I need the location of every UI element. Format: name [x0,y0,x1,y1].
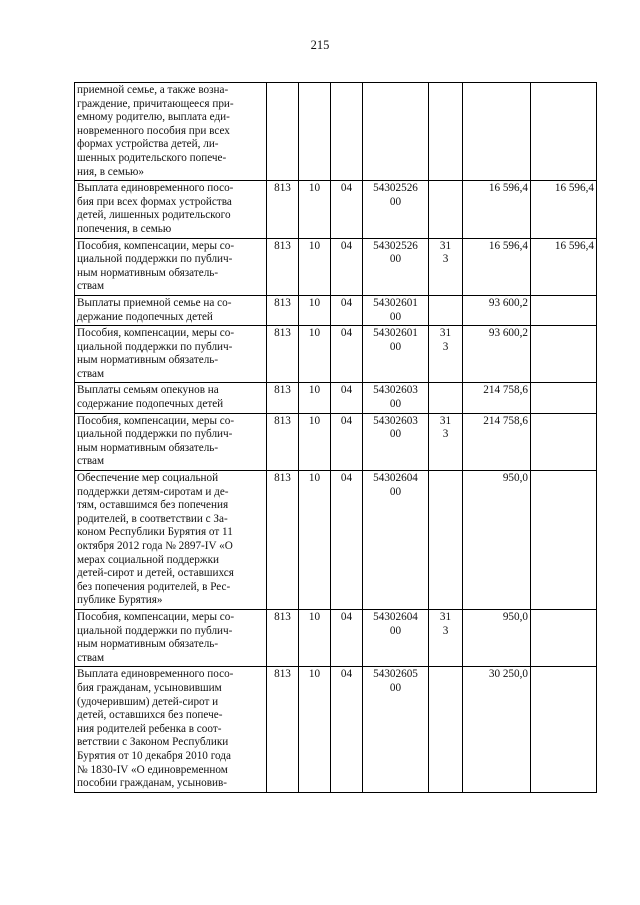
cell-ministry-code [267,83,299,181]
cell-amount-2 [531,609,597,666]
cell-name-line: Пособия, компенсации, меры со- [77,414,235,427]
cell-section-code: 10 [299,413,331,470]
cell-name [75,181,267,238]
cell-amount-1: 214 758,6 [463,383,531,413]
cell-ministry-code: 813 [267,326,299,383]
cell-amount-1: 950,0 [463,609,531,666]
cell-amount-2 [531,326,597,383]
cell-expense-type-line: 3 [442,340,449,353]
cell-target-code [363,471,429,610]
table-row [75,667,597,792]
cell-name-line: ния, в семью» [77,165,144,178]
cell-section-code: 10 [299,383,331,413]
cell-name-line: родителей, в соответствии с За- [77,512,228,525]
cell-name-line: шенных родительского попече- [77,151,227,164]
cell-expense-type-line: 31 [439,239,452,252]
cell-amount-2: 16 596,4 [531,181,597,238]
cell-name-line: поддержки детям-сиротам и де- [77,485,229,498]
cell-expense-type [429,326,463,383]
cell-amount-2: 16 596,4 [531,238,597,295]
cell-name-line: Выплаты семьям опекунов на [77,384,219,397]
cell-name-line: Выплата единовременного посо- [77,182,234,195]
cell-amount-1 [463,83,531,181]
cell-name-line: ветствии с Законом Республики [77,736,229,749]
cell-ministry-code: 813 [267,181,299,238]
cell-section-code: 10 [299,181,331,238]
cell-target-code-line: 00 [389,681,402,694]
cell-section-code [299,83,331,181]
table-row [75,383,597,413]
budget-table-body [75,83,597,793]
cell-name [75,238,267,295]
cell-subsection-code: 04 [331,413,363,470]
cell-subsection-code: 04 [331,609,363,666]
cell-section-code: 10 [299,238,331,295]
cell-section-code: 10 [299,609,331,666]
cell-expense-type [429,413,463,470]
cell-name-line: попечения, в семью [77,222,172,235]
cell-amount-1: 214 758,6 [463,413,531,470]
cell-name-line: Выплата единовременного посо- [77,668,234,681]
cell-target-code [363,413,429,470]
cell-expense-type [429,83,463,181]
cell-target-code [363,238,429,295]
cell-name-line: циальной поддержки по публич- [77,428,233,441]
cell-expense-type [429,238,463,295]
cell-name [75,413,267,470]
cell-target-code [363,83,429,181]
cell-expense-type-line: 3 [442,624,449,637]
cell-amount-1: 16 596,4 [463,181,531,238]
cell-name-line: Пособия, компенсации, меры со- [77,610,235,623]
cell-amount-2 [531,471,597,610]
table-row [75,471,597,610]
cell-target-code-line: 00 [389,310,402,323]
cell-name-line: циальной поддержки по публич- [77,624,233,637]
cell-subsection-code: 04 [331,295,363,325]
cell-target-code-line: 54302601 [373,327,418,340]
cell-ministry-code: 813 [267,295,299,325]
cell-subsection-code: 04 [331,238,363,295]
cell-expense-type [429,181,463,238]
cell-name-line: приемной семье, а также возна- [77,84,229,96]
cell-name [75,295,267,325]
cell-name-line: держание подопечных детей [77,310,213,323]
cell-name-line: детей, оставшихся без попече- [77,709,223,722]
cell-target-code-line: 00 [389,624,402,637]
cell-section-code: 10 [299,326,331,383]
cell-subsection-code: 04 [331,181,363,238]
cell-expense-type-line: 31 [439,610,452,623]
cell-expense-type-line: 3 [442,428,449,441]
cell-ministry-code: 813 [267,471,299,610]
cell-name-line: формах устройства детей, ли- [77,138,219,151]
cell-name-line: детей-сирот и детей, оставшихся [77,567,234,580]
cell-amount-2 [531,295,597,325]
cell-target-code-line: 54302526 [373,239,418,252]
table-row [75,295,597,325]
cell-amount-2 [531,83,597,181]
cell-name-line: Пособия, компенсации, меры со- [77,239,235,252]
cell-ministry-code: 813 [267,413,299,470]
cell-target-code [363,609,429,666]
cell-name-line: ствам [77,367,105,380]
cell-amount-2 [531,383,597,413]
cell-ministry-code: 813 [267,667,299,792]
cell-subsection-code: 04 [331,383,363,413]
cell-target-code-line: 54302604 [373,610,418,623]
table-row [75,413,597,470]
cell-name-line: ния родителей ребенка в соот- [77,722,222,735]
cell-target-code-line: 54302604 [373,472,418,485]
cell-name-line: новременного пособия при всех [77,124,230,137]
table-row [75,83,597,181]
cell-amount-1: 950,0 [463,471,531,610]
cell-name-line: ным нормативным обязатель- [77,638,219,651]
table-row [75,609,597,666]
cell-expense-type-line: 31 [439,414,452,427]
cell-name-line: № 1830-IV «О единовременном [77,763,228,776]
cell-name-line: граждение, причитающееся при- [77,97,234,110]
cell-target-code [363,383,429,413]
cell-target-code [363,181,429,238]
cell-target-code-line: 00 [389,253,402,266]
cell-subsection-code: 04 [331,471,363,610]
cell-target-code-line: 00 [389,195,402,208]
cell-target-code-line: 00 [389,340,402,353]
cell-target-code [363,295,429,325]
cell-name-line: бия гражданам, усыновившим [77,681,222,694]
cell-section-code: 10 [299,667,331,792]
cell-amount-1: 30 250,0 [463,667,531,792]
cell-expense-type [429,471,463,610]
cell-name-line: Выплаты приемной семье на со- [77,296,232,309]
cell-amount-2 [531,413,597,470]
cell-name [75,383,267,413]
cell-subsection-code: 04 [331,326,363,383]
table-row [75,238,597,295]
cell-name-line: коном Республики Бурятия от 11 [77,526,233,539]
page-number: 215 [310,38,330,52]
cell-name-line: Пособия, компенсации, меры со- [77,327,235,340]
cell-target-code-line: 54302526 [373,182,418,195]
cell-name-line: ным нормативным обязатель- [77,441,219,454]
cell-name-line: ствам [77,280,105,293]
cell-name-line: емному родителю, выплата еди- [77,111,230,124]
cell-name-line: содержание подопечных детей [77,398,224,411]
cell-name-line: ным нормативным обязатель- [77,266,219,279]
cell-name-line: октября 2012 года № 2897-IV «О [77,540,233,552]
cell-ministry-code: 813 [267,609,299,666]
cell-expense-type-line: 3 [442,253,449,266]
cell-amount-1: 93 600,2 [463,295,531,325]
cell-target-code-line: 00 [389,398,402,411]
cell-name [75,83,267,181]
cell-target-code-line: 00 [389,485,402,498]
cell-name [75,326,267,383]
cell-subsection-code [331,83,363,181]
cell-subsection-code: 04 [331,667,363,792]
cell-target-code-line: 54302603 [373,384,418,397]
budget-table [74,82,597,793]
cell-amount-1: 16 596,4 [463,238,531,295]
cell-name-line: детей, лишенных родительского [77,209,231,222]
cell-name-line: пособии гражданам, усыновив- [77,777,227,790]
cell-name-line: Бурятия от 10 декабря 2010 года [77,749,231,762]
cell-name-line: ствам [77,651,105,664]
cell-target-code-line: 54302603 [373,414,418,427]
cell-expense-type-line: 31 [439,327,452,340]
cell-target-code-line: 54302601 [373,296,418,309]
cell-name-line: публике Бурятия» [77,594,163,607]
cell-name-line: без попечения родителей, в Рес- [77,580,231,593]
cell-expense-type [429,609,463,666]
cell-name-line: мерах социальной поддержки [77,553,219,566]
cell-target-code [363,667,429,792]
cell-target-code-line: 00 [389,428,402,441]
cell-target-code-line: 54302605 [373,668,418,681]
cell-name-line: ствам [77,455,105,468]
cell-expense-type [429,667,463,792]
cell-name-line: циальной поддержки по публич- [77,253,233,266]
cell-name-line: тям, оставшимся без попечения [77,499,229,512]
cell-expense-type [429,295,463,325]
cell-ministry-code: 813 [267,238,299,295]
table-row [75,181,597,238]
cell-ministry-code: 813 [267,383,299,413]
table-row [75,326,597,383]
cell-amount-2 [531,667,597,792]
cell-name-line: (удочерившим) детей-сирот и [77,695,219,708]
cell-expense-type [429,383,463,413]
cell-name-line: циальной поддержки по публич- [77,340,233,353]
cell-section-code: 10 [299,471,331,610]
cell-section-code: 10 [299,295,331,325]
cell-name [75,667,267,792]
cell-target-code [363,326,429,383]
cell-name [75,609,267,666]
cell-amount-1: 93 600,2 [463,326,531,383]
cell-name [75,471,267,610]
cell-name-line: бия при всех формах устройства [77,195,232,208]
cell-name-line: ным нормативным обязатель- [77,354,219,367]
cell-name-line: Обеспечение мер социальной [77,472,219,485]
